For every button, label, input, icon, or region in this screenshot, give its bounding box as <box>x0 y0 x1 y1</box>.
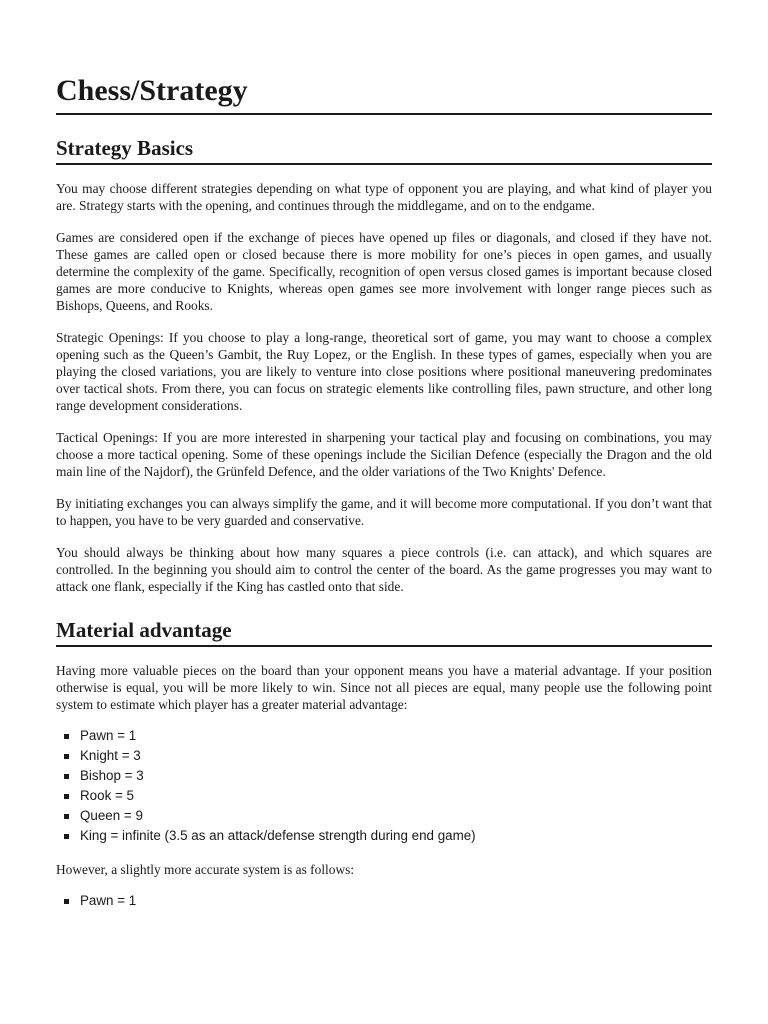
section-heading-material-advantage: Material advantage <box>56 617 712 647</box>
accurate-point-list <box>56 891 712 911</box>
list-item-text: Pawn = 1 <box>80 893 137 908</box>
paragraph: You may choose different strategies depending on what type of opponent you are playing, and what kind of player you are. Strategy starts with the opening, and continues through the middlegame, and on to the endgame. <box>56 181 712 213</box>
list-item <box>56 806 712 826</box>
paragraph: You should always be thinking about how many squares a piece controls (i.e. can attack), and which squares are controlled. In the beginning you should aim to control the center of the board. As the game progresses you may want to attack one flank, especially if the King has castled onto that side. <box>56 545 712 594</box>
bullet-icon <box>64 899 69 904</box>
list-item <box>56 826 712 846</box>
paragraph: Games are considered open if the exchange of pieces have opened up files or diagonals, and closed if they have not. These games are called open or closed because there is more mobility for one’s pieces in open games, and usually determine the complexity of the game. Specifically, recognition of open versus closed games is important because closed games are more conducive to Knights, whereas open games see more involvement with longer range pieces such as Bishops, Queens, and Rooks. <box>56 230 712 313</box>
bullet-icon <box>64 814 69 819</box>
list-item-text: Rook = 5 <box>80 788 134 803</box>
list-item <box>56 766 712 786</box>
list-item-text: Knight = 3 <box>80 748 141 763</box>
list-item-text: Queen = 9 <box>80 808 143 823</box>
bullet-icon <box>64 734 69 739</box>
paragraph: Tactical Openings: If you are more interested in sharpening your tactical play and focusing on combinations, you may choose a more tactical opening. Some of these openings include the Sicilian Defence (especially the Dragon and the old main line of the Najdorf), the Grünfeld Defence, and the older variations of the Two Knights' Defence. <box>56 430 712 479</box>
paragraph: However, a slightly more accurate system is as follows: <box>56 862 355 877</box>
list-item <box>56 746 712 766</box>
list-item-text: Pawn = 1 <box>80 728 137 743</box>
bullet-icon <box>64 794 69 799</box>
point-value-list <box>56 726 712 846</box>
bullet-icon <box>64 774 69 779</box>
list-item-text: King = infinite (3.5 as an attack/defense strength during end game) <box>80 828 476 843</box>
bullet-icon <box>64 754 69 759</box>
article <box>56 0 712 911</box>
page-title: Chess/Strategy <box>56 0 712 115</box>
bullet-icon <box>64 834 69 839</box>
list-item <box>56 786 712 806</box>
list-item-text: Bishop = 3 <box>80 768 144 783</box>
section-heading-strategy-basics: Strategy Basics <box>56 135 712 165</box>
paragraph: Having more valuable pieces on the board than your opponent means you have a material advantage. If your position otherwise is equal, you will be more likely to win. Since not all pieces are equal, many people use the following point system to estimate which player has a greater material advantage: <box>56 663 712 712</box>
paragraph: By initiating exchanges you can always simplify the game, and it will become more computational. If you don’t want that to happen, you have to be very guarded and conservative. <box>56 496 712 528</box>
paragraph: Strategic Openings: If you choose to play a long-range, theoretical sort of game, you may want to choose a complex opening such as the Queen’s Gambit, the Ruy Lopez, or the English. In these types of games, especially when you are playing the closed variations, you are likely to venture into close positions where positional maneuvering predominates over tactical shots. From there, you can focus on strategic elements like controlling files, pawn structure, and other long range development considerations. <box>56 330 712 413</box>
list-item <box>56 726 712 746</box>
list-item <box>56 891 712 911</box>
